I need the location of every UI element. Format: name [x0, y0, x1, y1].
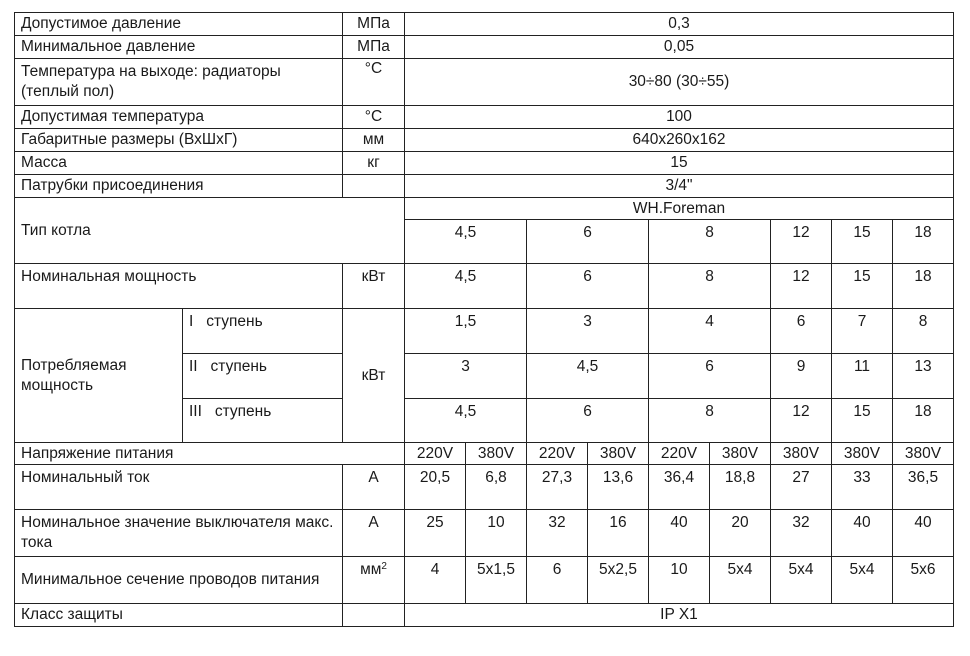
- table-cell: 5х4: [710, 557, 771, 604]
- stage-label: [183, 309, 343, 354]
- stage-label: [183, 399, 343, 443]
- table-cell: 18,8: [710, 465, 771, 510]
- table-cell: 380V: [588, 443, 649, 465]
- table-cell: 5х2,5: [588, 557, 649, 604]
- table-cell: 27,3: [527, 465, 588, 510]
- table-cell: 220V: [527, 443, 588, 465]
- row-label: Номинальная мощность: [15, 264, 343, 309]
- table-cell: 4,5: [405, 399, 527, 443]
- row-label: Минимальное сечение проводов питания: [15, 557, 343, 604]
- table-cell: 4,5: [527, 354, 649, 399]
- row-unit-empty: [343, 604, 405, 627]
- table-cell: 6: [527, 399, 649, 443]
- table-cell: 20,5: [405, 465, 466, 510]
- table-cell: 15: [832, 399, 893, 443]
- table-cell: 380V: [832, 443, 893, 465]
- table-cell: 5х4: [771, 557, 832, 604]
- table-cell: 220V: [649, 443, 710, 465]
- table-cell: 380V: [771, 443, 832, 465]
- unit-text: мм: [360, 561, 382, 578]
- row-unit: А: [343, 465, 405, 510]
- unit-superscript: 2: [381, 561, 387, 572]
- row-unit-empty: [343, 175, 405, 198]
- brand-name: WH.Foreman: [405, 198, 954, 220]
- table-cell: 8: [649, 220, 771, 264]
- table-cell: 4: [649, 309, 771, 354]
- row-unit: °С: [343, 106, 405, 129]
- table-cell: 7: [832, 309, 893, 354]
- row-label: Класс защиты: [15, 604, 343, 627]
- row-value: 0,05: [405, 36, 954, 59]
- row-value: 3/4": [405, 175, 954, 198]
- table-cell: 12: [771, 264, 832, 309]
- row-value: 15: [405, 152, 954, 175]
- table-cell: 36,5: [893, 465, 954, 510]
- row-label: Минимальное давление: [15, 36, 343, 59]
- row-label: Температура на выходе: радиаторы (теплый пол): [15, 59, 343, 106]
- table-cell: 10: [466, 510, 527, 557]
- table-cell: 15: [832, 264, 893, 309]
- table-cell: 9: [771, 354, 832, 399]
- row-value: 0,3: [405, 13, 954, 36]
- table-row: [15, 13, 954, 36]
- table-cell: 6: [649, 354, 771, 399]
- table-cell: 5х1,5: [466, 557, 527, 604]
- row-unit: МПа: [343, 36, 405, 59]
- table-cell: 13: [893, 354, 954, 399]
- table-cell: 8: [649, 264, 771, 309]
- stage-word: ступень: [210, 358, 267, 375]
- row-label: Напряжение питания: [15, 443, 405, 465]
- row-unit: кВт: [343, 264, 405, 309]
- table-cell: 15: [832, 220, 893, 264]
- table-row: [15, 59, 954, 106]
- row-unit: А: [343, 510, 405, 557]
- row-unit: кВт: [343, 309, 405, 443]
- table-cell: 13,6: [588, 465, 649, 510]
- table-cell: 20: [710, 510, 771, 557]
- table-cell: 6: [527, 220, 649, 264]
- table-cell: 6,8: [466, 465, 527, 510]
- table-row: [15, 129, 954, 152]
- table-cell: 4: [405, 557, 466, 604]
- table-row: [15, 443, 954, 465]
- table-cell: 380V: [893, 443, 954, 465]
- row-unit: МПа: [343, 13, 405, 36]
- stage-num: I: [189, 313, 194, 330]
- row-label: Патрубки присоединения: [15, 175, 343, 198]
- table-row: [15, 36, 954, 59]
- table-row: [15, 604, 954, 627]
- table-cell: 18: [893, 399, 954, 443]
- row-value: 640х260х162: [405, 129, 954, 152]
- table-cell: 18: [893, 220, 954, 264]
- table-row: [15, 309, 954, 354]
- table-row: [15, 264, 954, 309]
- row-value: IP X1: [405, 604, 954, 627]
- table-cell: 32: [771, 510, 832, 557]
- table-cell: 5х4: [832, 557, 893, 604]
- row-label: Масса: [15, 152, 343, 175]
- table-cell: 220V: [405, 443, 466, 465]
- table-row: [15, 152, 954, 175]
- table-cell: 12: [771, 399, 832, 443]
- row-unit: [343, 557, 405, 604]
- table-cell: 16: [588, 510, 649, 557]
- table-cell: 3: [405, 354, 527, 399]
- table-cell: 27: [771, 465, 832, 510]
- row-label: Номинальный ток: [15, 465, 343, 510]
- table-cell: 3: [527, 309, 649, 354]
- table-cell: 1,5: [405, 309, 527, 354]
- row-unit: кг: [343, 152, 405, 175]
- table-cell: 4,5: [405, 220, 527, 264]
- table-row: [15, 557, 954, 604]
- table-cell: 6: [527, 264, 649, 309]
- table-cell: 380V: [710, 443, 771, 465]
- row-value: 100: [405, 106, 954, 129]
- table-cell: 18: [893, 264, 954, 309]
- stage-word: ступень: [206, 313, 263, 330]
- stage-word: ступень: [214, 403, 272, 420]
- table-cell: 25: [405, 510, 466, 557]
- table-cell: 8: [649, 399, 771, 443]
- table-cell: 6: [527, 557, 588, 604]
- row-label: Габаритные размеры (ВхШхГ): [15, 129, 343, 152]
- table-cell: 4,5: [405, 264, 527, 309]
- table-row: [15, 510, 954, 557]
- table-cell: 380V: [466, 443, 527, 465]
- row-label: Тип котла: [15, 198, 405, 264]
- row-label: Допустимое давление: [15, 13, 343, 36]
- spec-table: [14, 12, 954, 627]
- row-unit: °С: [343, 59, 405, 106]
- table-row: [15, 198, 954, 220]
- row-unit: мм: [343, 129, 405, 152]
- table-cell: 32: [527, 510, 588, 557]
- stage-num: III: [189, 403, 202, 420]
- table-row: [15, 106, 954, 129]
- table-row: [15, 465, 954, 510]
- table-row: [15, 175, 954, 198]
- table-cell: 5х6: [893, 557, 954, 604]
- table-cell: 12: [771, 220, 832, 264]
- table-cell: 33: [832, 465, 893, 510]
- table-cell: 6: [771, 309, 832, 354]
- stage-num: II: [189, 358, 198, 375]
- row-value: 30÷80 (30÷55): [405, 59, 954, 106]
- table-cell: 36,4: [649, 465, 710, 510]
- stage-label: [183, 354, 343, 399]
- table-cell: 40: [893, 510, 954, 557]
- table-cell: 40: [832, 510, 893, 557]
- row-label: Номинальное значение выключателя макс. тока: [15, 510, 343, 557]
- table-cell: 8: [893, 309, 954, 354]
- table-cell: 10: [649, 557, 710, 604]
- row-label: Допустимая температура: [15, 106, 343, 129]
- row-label: Потребляемая мощность: [15, 309, 183, 443]
- table-cell: 11: [832, 354, 893, 399]
- table-cell: 40: [649, 510, 710, 557]
